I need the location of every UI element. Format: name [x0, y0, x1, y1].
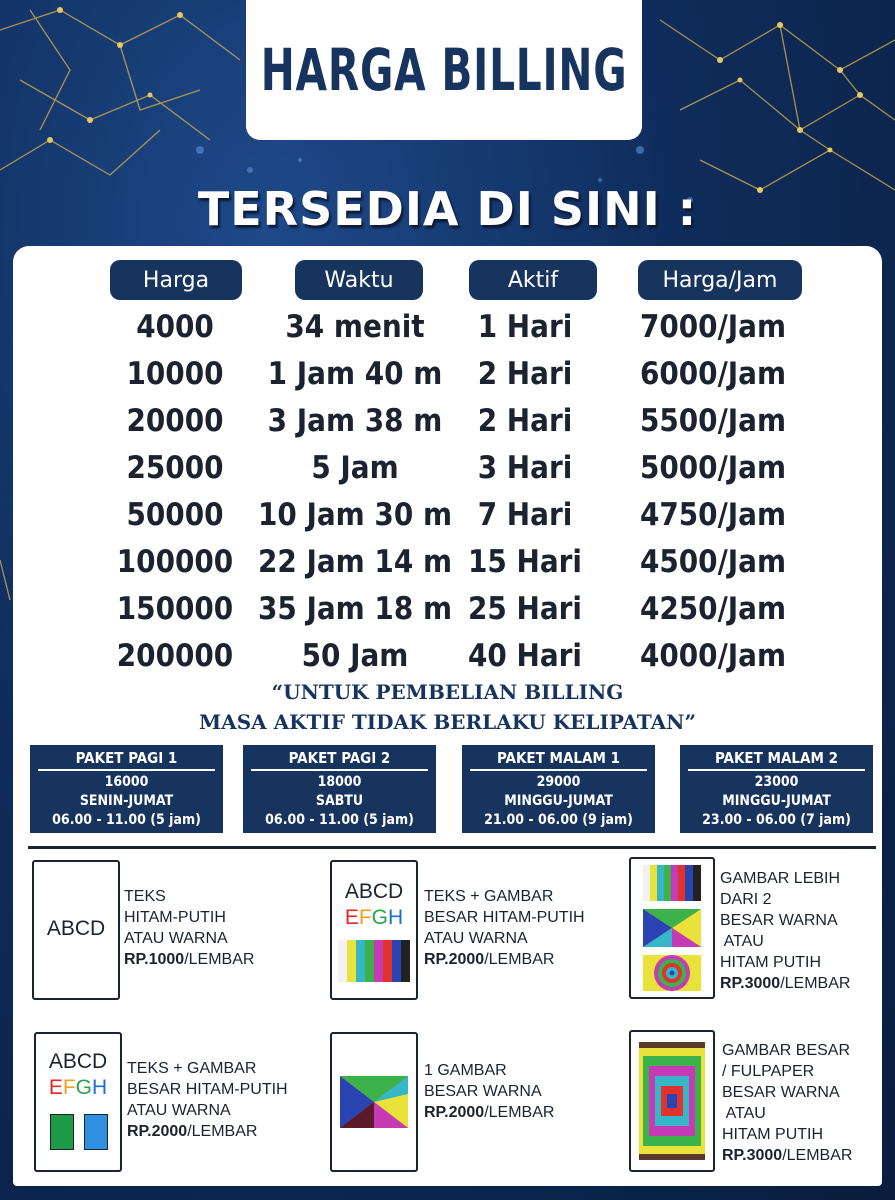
package-card	[243, 745, 436, 833]
price-cell: 4000	[136, 309, 214, 345]
print-description	[424, 1060, 554, 1123]
note-line-1: “UNTUK PEMBELIAN BILLING	[271, 680, 624, 704]
description-line: ATAU	[722, 1105, 766, 1122]
print-price	[424, 949, 585, 970]
time-cell: 5 Jam	[311, 450, 399, 486]
price-value: RP.3000	[720, 975, 781, 992]
description-line: BESAR WARNA	[424, 1083, 542, 1100]
description-line: TEKS + GAMBAR	[424, 888, 554, 905]
package-price: 18000	[317, 774, 362, 790]
sample-text-abcd: ABCD	[344, 880, 404, 903]
rate-cell: 4000/Jam	[639, 638, 787, 674]
time-cell: 34 menit	[285, 309, 425, 345]
column-header-harga: Harga	[110, 260, 242, 300]
description-line: HITAM PUTIH	[722, 1126, 824, 1143]
pinwheel-image	[340, 1076, 408, 1128]
package-time: 21.00 - 06.00 (9 jam)	[484, 812, 633, 828]
rate-cell: 4500/Jam	[639, 544, 787, 580]
package-title: PAKET PAGI 2	[251, 749, 428, 771]
active-cell: 2 Hari	[477, 403, 573, 439]
blue-block	[84, 1114, 108, 1150]
active-cell: 7 Hari	[477, 497, 573, 533]
package-title: PAKET MALAM 2	[688, 749, 865, 771]
table-row	[0, 586, 895, 632]
column-header-waktu: Waktu	[295, 260, 423, 300]
package-card	[30, 745, 223, 833]
active-cell: 15 Hari	[468, 544, 582, 580]
color-bars-image	[338, 940, 410, 982]
time-cell: 50 Jam	[301, 638, 409, 674]
price-unit: /LEMBAR	[484, 1104, 555, 1121]
description-line: BESAR WARNA	[720, 912, 838, 929]
price-cell: 150000	[116, 591, 234, 627]
sample-text-abcd: ABCD	[48, 1050, 108, 1073]
rate-cell: 7000/Jam	[639, 309, 787, 345]
column-header-harga-jam: Harga/Jam	[638, 260, 802, 300]
print-description	[722, 1040, 852, 1166]
sample-text-efgh: EFGH	[48, 1076, 108, 1099]
active-cell: 3 Hari	[477, 450, 573, 486]
package-days: SENIN-JUMAT	[79, 793, 174, 809]
print-thumb-single-image	[330, 1032, 418, 1172]
description-line: HITAM-PUTIH	[124, 909, 226, 926]
table-row	[0, 304, 895, 350]
print-price	[124, 949, 254, 970]
print-thumb-text-image	[330, 860, 418, 1000]
price-unit: /LEMBAR	[187, 1123, 258, 1140]
package-price: 16000	[104, 774, 149, 790]
print-description	[124, 886, 254, 970]
note-line-2: MASA AKTIF TIDAK BERLAKU KELIPATAN”	[199, 710, 696, 734]
divider	[28, 846, 876, 849]
print-price	[722, 1145, 852, 1166]
subtitle: TERSEDIA DI SINI :	[197, 182, 698, 236]
print-thumb-text	[32, 860, 120, 1000]
table-row	[0, 633, 895, 679]
price-cell: 200000	[116, 638, 234, 674]
time-cell: 10 Jam 30 m	[257, 497, 453, 533]
price-value: RP.2000	[424, 1104, 485, 1121]
package-price: 29000	[536, 774, 581, 790]
package-title: PAKET PAGI 1	[38, 749, 215, 771]
print-thumb-text-image	[34, 1032, 122, 1172]
price-value: RP.1000	[124, 951, 185, 968]
print-thumb-full-paper	[629, 1030, 715, 1172]
package-time: 06.00 - 11.00 (5 jam)	[52, 812, 201, 828]
description-line: BESAR HITAM-PUTIH	[127, 1081, 288, 1098]
time-cell: 1 Jam 40 m	[267, 356, 443, 392]
package-days: MINGGU-JUMAT	[722, 793, 831, 809]
description-line: GAMBAR BESAR	[722, 1042, 851, 1059]
sample-text-abcd: ABCD	[46, 917, 106, 940]
print-price	[720, 973, 850, 994]
price-unit: /LEMBAR	[782, 1147, 853, 1164]
description-line: ATAU WARNA	[124, 930, 228, 947]
price-cell: 50000	[126, 497, 224, 533]
price-cell: 25000	[126, 450, 224, 486]
table-row	[0, 398, 895, 444]
active-cell: 1 Hari	[477, 309, 573, 345]
multi-image-samples	[643, 865, 701, 991]
active-cell: 25 Hari	[468, 591, 582, 627]
print-price	[424, 1102, 554, 1123]
package-card	[680, 745, 873, 833]
package-days: MINGGU-JUMAT	[504, 793, 613, 809]
time-cell: 22 Jam 14 m	[257, 544, 453, 580]
title-card	[246, 0, 642, 140]
column-header-aktif: Aktif	[469, 260, 597, 300]
time-cell: 3 Jam 38 m	[267, 403, 443, 439]
page-title: HARGA BILLING	[260, 36, 628, 104]
table-row	[0, 445, 895, 491]
price-cell: 100000	[116, 544, 234, 580]
active-cell: 2 Hari	[477, 356, 573, 392]
table-row	[0, 539, 895, 585]
price-value: RP.2000	[127, 1123, 188, 1140]
price-unit: /LEMBAR	[484, 951, 555, 968]
package-card	[462, 745, 655, 833]
description-line: / FULPAPER	[722, 1063, 815, 1080]
package-days: SABTU	[315, 793, 364, 809]
rate-cell: 4750/Jam	[639, 497, 787, 533]
rate-cell: 5500/Jam	[639, 403, 787, 439]
price-unit: /LEMBAR	[780, 975, 851, 992]
package-price: 23000	[754, 774, 799, 790]
time-cell: 35 Jam 18 m	[257, 591, 453, 627]
rate-cell: 4250/Jam	[639, 591, 787, 627]
rate-cell: 5000/Jam	[639, 450, 787, 486]
description-line: TEKS	[124, 888, 166, 905]
print-description	[127, 1058, 288, 1142]
table-row	[0, 492, 895, 538]
price-cell: 10000	[126, 356, 224, 392]
green-block	[50, 1114, 74, 1150]
price-value: RP.2000	[424, 951, 485, 968]
sample-text-efgh: EFGH	[344, 906, 404, 929]
print-price	[127, 1121, 288, 1142]
print-description	[720, 868, 850, 994]
price-unit: /LEMBAR	[184, 951, 255, 968]
package-time: 23.00 - 06.00 (7 jam)	[702, 812, 851, 828]
package-time: 06.00 - 11.00 (5 jam)	[265, 812, 414, 828]
description-line: TEKS + GAMBAR	[127, 1060, 257, 1077]
description-line: BESAR HITAM-PUTIH	[424, 909, 585, 926]
price-cell: 20000	[126, 403, 224, 439]
table-row	[0, 351, 895, 397]
description-line: 1 GAMBAR	[424, 1062, 507, 1079]
package-title: PAKET MALAM 1	[470, 749, 647, 771]
description-line: ATAU WARNA	[424, 930, 528, 947]
print-thumb-multi-image	[629, 857, 715, 999]
rate-cell: 6000/Jam	[639, 356, 787, 392]
description-line: BESAR WARNA	[722, 1084, 840, 1101]
full-paper-image	[639, 1042, 705, 1160]
active-cell: 40 Hari	[468, 638, 582, 674]
description-line: ATAU WARNA	[127, 1102, 231, 1119]
print-description	[424, 886, 585, 970]
price-value: RP.3000	[722, 1147, 783, 1164]
description-line: ATAU	[720, 933, 764, 950]
description-line: DARI 2	[720, 891, 772, 908]
description-line: HITAM PUTIH	[720, 954, 822, 971]
description-line: GAMBAR LEBIH	[720, 870, 841, 887]
